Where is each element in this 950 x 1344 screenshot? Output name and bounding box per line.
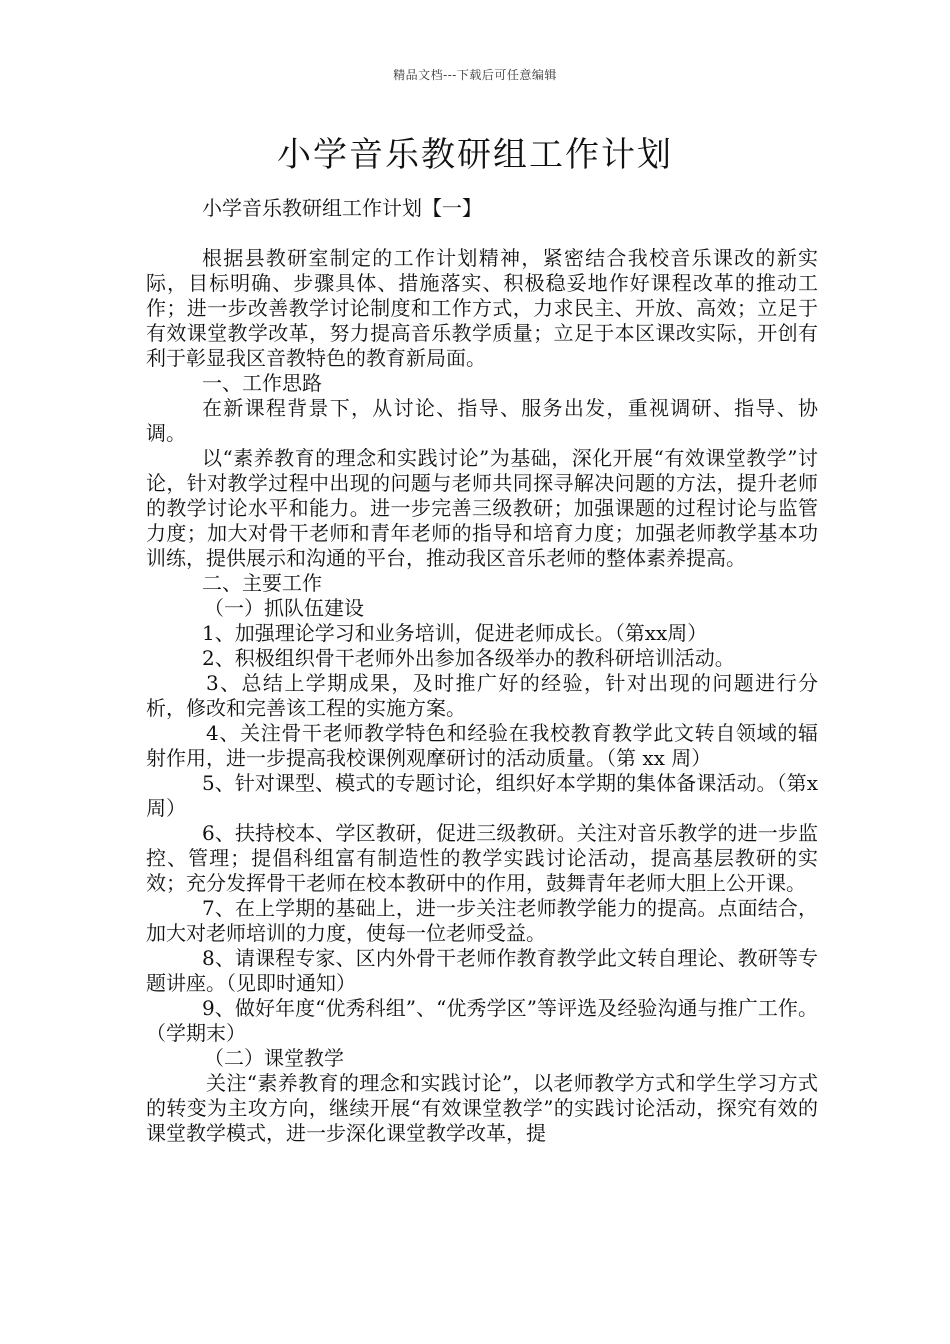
body-paragraph: 关注“素养教育的理念和实践讨论”，以老师教学方式和学生学习方式的转变为主攻方向，继续开展“有效课堂教学”的实践讨论活动，探究有效的课堂教学模式，进一步深化课堂教学改革，提	[146, 1071, 818, 1145]
list-item: 5、针对课型、模式的专题讨论，组织好本学期的集体备课活动。（第x周）	[146, 771, 818, 820]
document-subtitle: 小学音乐教研组工作计划【一】	[202, 196, 482, 220]
body-paragraph: 在新课程背景下，从讨论、指导、服务出发，重视调研、指导、协调。	[146, 396, 818, 445]
list-item: 1、加强理论学习和业务培训，促进老师成长。（第xx周）	[202, 621, 708, 645]
section-heading-main-work: 二、主要工作	[202, 571, 322, 595]
list-item: 7、在上学期的基础上，进一步关注老师教学能力的提高。点面结合，加大对老师培训的力度，使每一位老师受益。	[146, 896, 818, 945]
intro-paragraph: 根据县教研室制定的工作计划精神，紧密结合我校音乐课改的新实际，目标明确、步骤具体、措施落实、积极稳妥地作好课程改革的推动工作；进一步改善教学讨论制度和工作方式，力求民主、开放、高效；立足于有效课堂教学改革，努力提高音乐教学质量；立足于本区课改实际，开创有利于彰显我区音教特色的教育新局面。	[146, 246, 818, 370]
body-paragraph: 以“素养教育的理念和实践讨论”为基础，深化开展“有效课堂教学”讨论，针对教学过程中出现的问题与老师共同探寻解决问题的方法，提升老师的教学讨论水平和能力。进一步完善三级教研；加强课题的过程讨论与监管力度；加大对骨干老师和青年老师的指导和培育力度；加强老师教学基本功训练，提供展示和沟通的平台，推动我区音乐老师的整体素养提高。	[146, 446, 818, 570]
subsection-heading-classroom-teaching: （二）课堂教学	[204, 1046, 344, 1070]
list-item: 4、关注骨干老师教学特色和经验在我校教育教学此文转自领域的辐射作用，进一步提高我校课例观摩研讨的活动质量。（第 xx 周）	[146, 721, 818, 770]
page-header-note: 精品文档---下载后可任意编辑	[393, 68, 557, 82]
subsection-heading-team-building: （一）抓队伍建设	[204, 596, 364, 620]
list-item: 3、总结上学期成果，及时推广好的经验，针对出现的问题进行分析，修改和完善该工程的实施方案。	[146, 671, 818, 720]
section-heading-work-ideas: 一、工作思路	[202, 371, 322, 395]
document-title: 小学音乐教研组工作计划	[277, 135, 673, 175]
document-body	[146, 196, 818, 1146]
list-item: 2、积极组织骨干老师外出参加各级举办的教科研培训活动。	[202, 646, 735, 670]
list-item: 8、请课程专家、区内外骨干老师作教育教学此文转自理论、教研等专题讲座。（见即时通知）	[146, 946, 818, 995]
list-item: 9、做好年度“优秀科组”、“优秀学区”等评选及经验沟通与推广工作。（学期末）	[146, 996, 818, 1045]
list-item: 6、扶持校本、学区教研，促进三级教研。关注对音乐教学的进一步监控、管理；提倡科组富有制造性的教学实践讨论活动，提高基层教研的实效；充分发挥骨干老师在校本教研中的作用，鼓舞青年老师大胆上公开课。	[146, 821, 818, 895]
